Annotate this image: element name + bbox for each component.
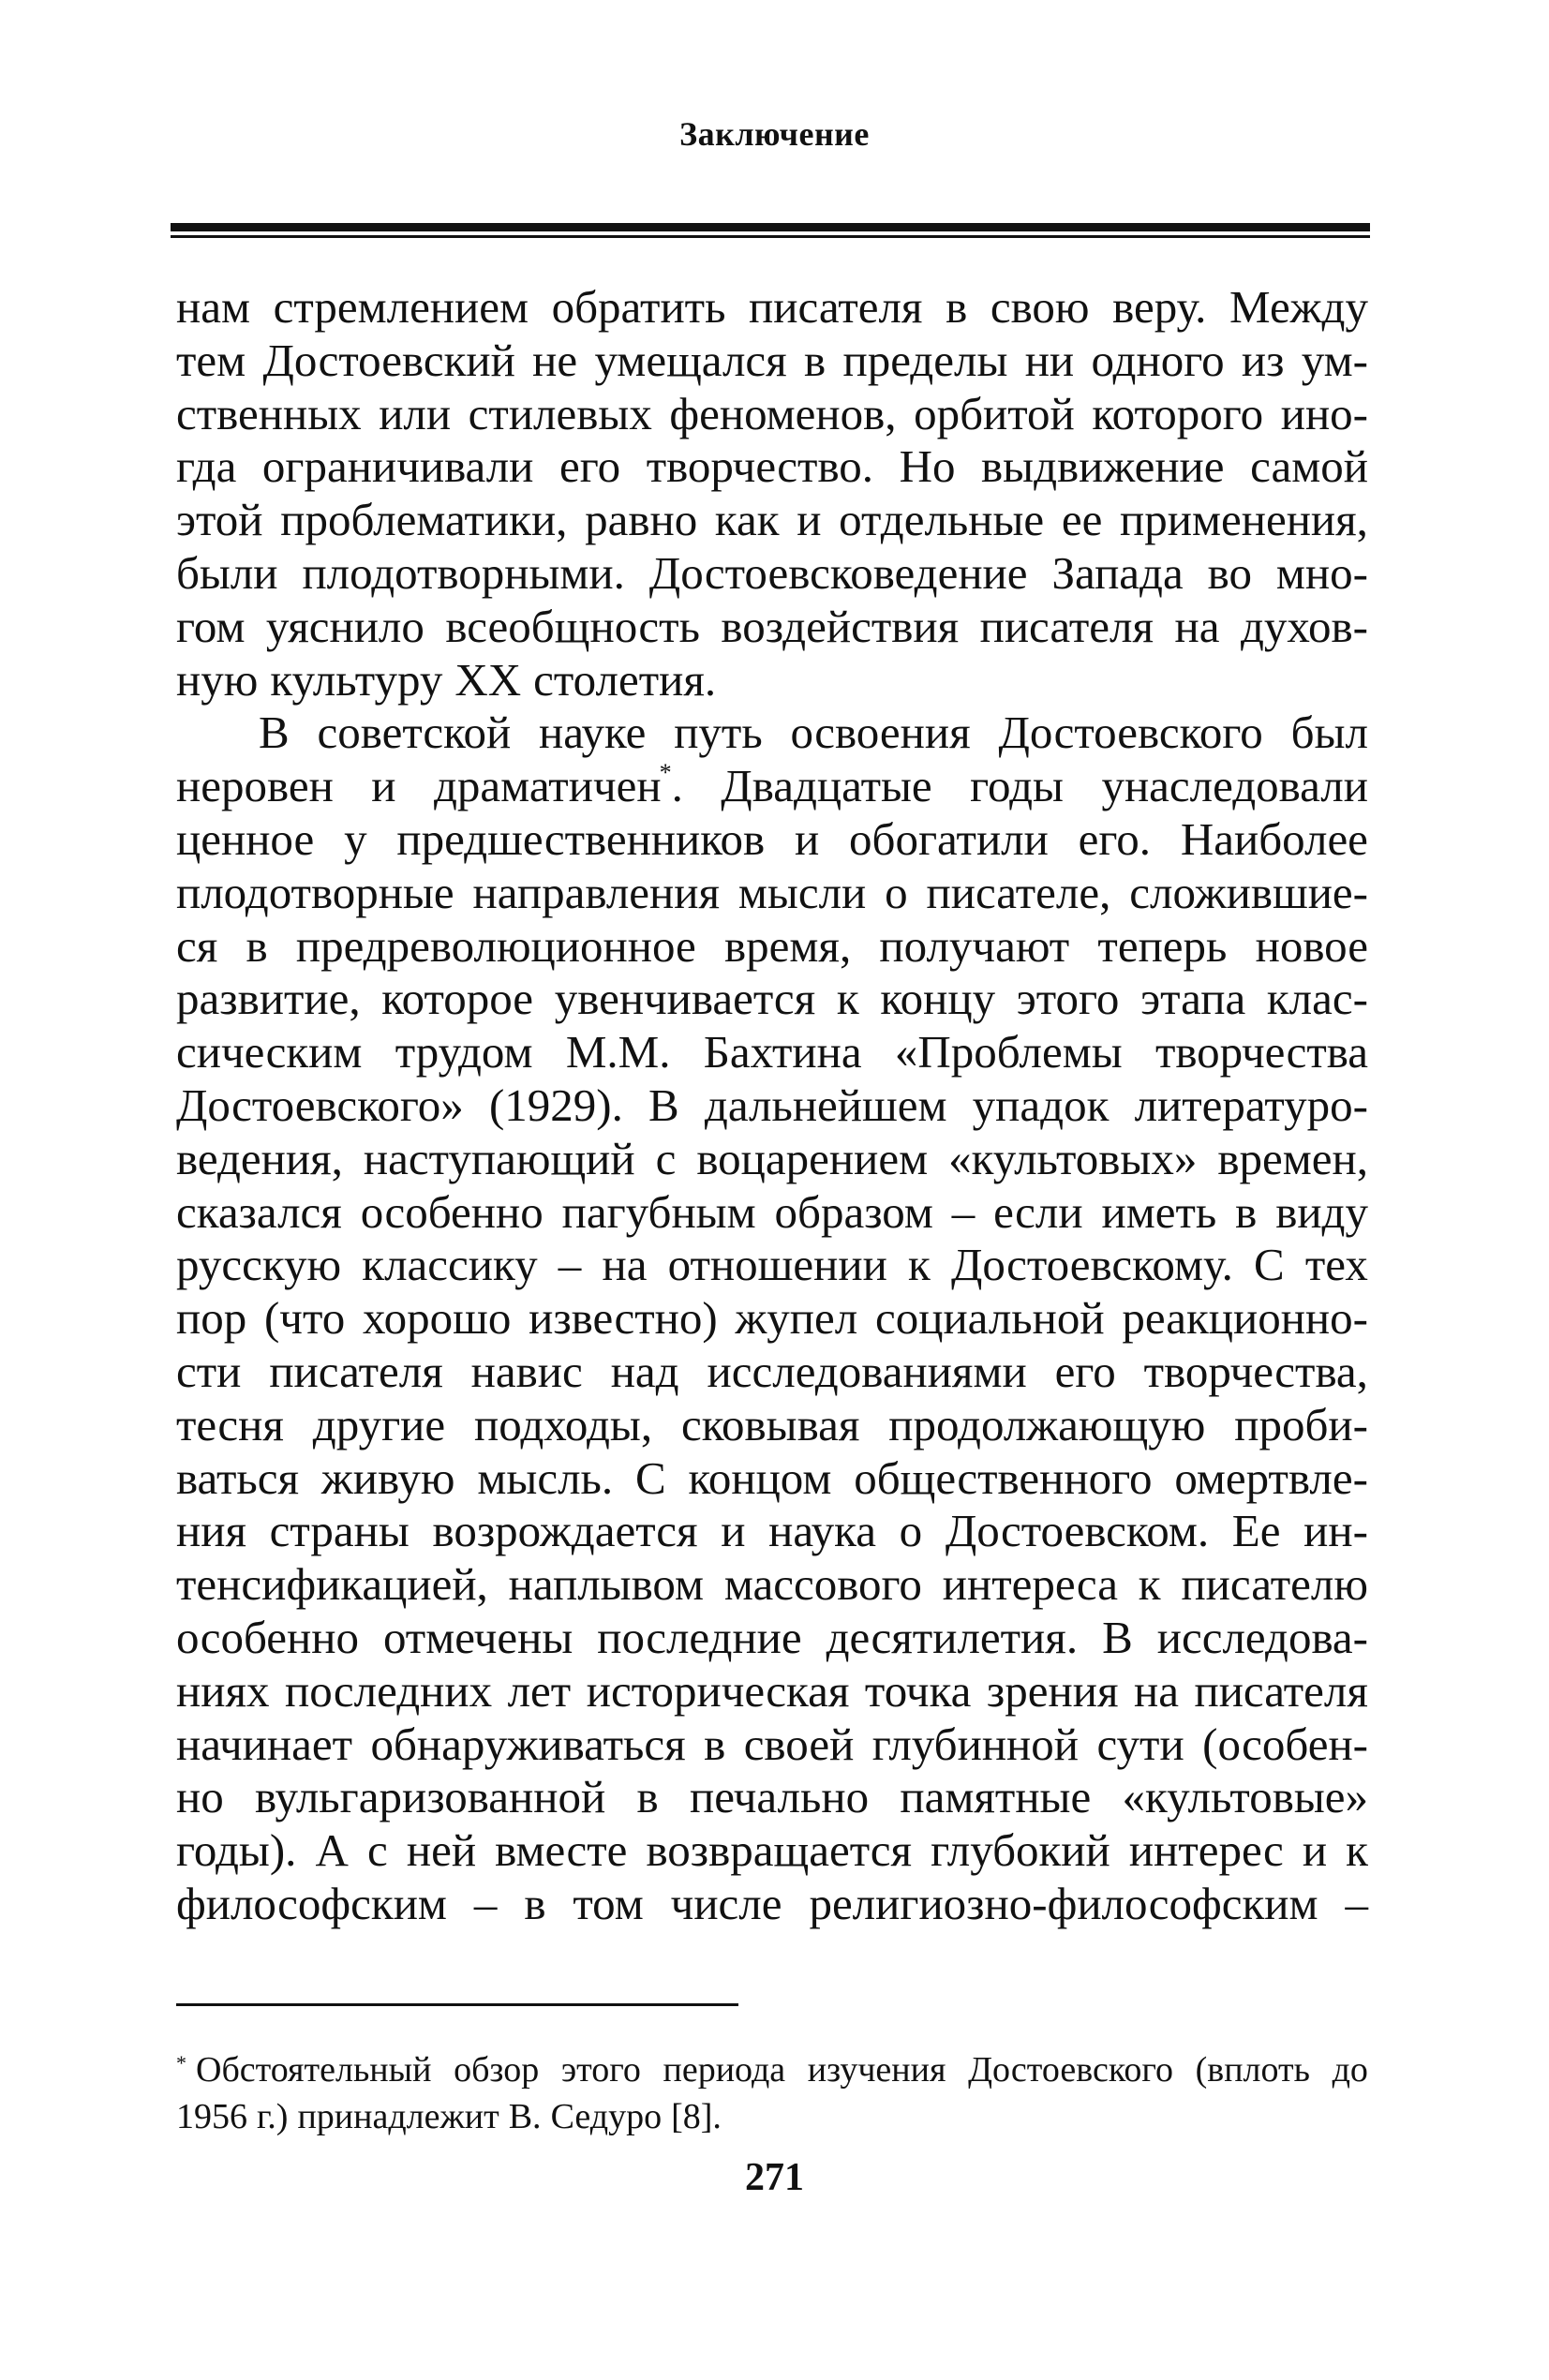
text-line: ственных или стилевых феноменов, орбитой которого ино- [176, 387, 1368, 439]
footnote-rule [176, 2003, 738, 2006]
text-line: но вульгаризованной в печально памятные «культовые» [176, 1771, 1368, 1823]
header-rule-thick [171, 223, 1370, 231]
text-line: сказался особенно пагубным образом – если иметь в виду [176, 1185, 1368, 1238]
text-line: развитие, которое увенчивается к концу этого этапа клас- [176, 973, 1368, 1025]
text-line: пор (что хорошо известно) жупел социальной реакционно- [176, 1292, 1368, 1345]
text-line: Достоевского» (1929). В дальнейшем упадок литературо- [176, 1078, 1368, 1131]
text-line: русскую классику – на отношении к Достоевскому. С тех [176, 1239, 1368, 1291]
footnote-mark: * [176, 2051, 186, 2075]
text-line: ся в предреволюционное время, получают теперь новое [176, 919, 1368, 972]
footnote [176, 2046, 1368, 2140]
text-line: сти писателя навис над исследованиями его творчества, [176, 1345, 1368, 1397]
text-line: были плодотворными. Достоевсковедение Запада во мно- [176, 546, 1368, 599]
text-line: философским – в том числе религиозно-философским – [176, 1877, 1368, 1929]
text-line: гом уяснило всеобщность воздействия писателя на духов- [176, 600, 1368, 652]
page-number: 271 [745, 2156, 804, 2199]
text-line: ниях последних лет историческая точка зрения на писателя [176, 1664, 1368, 1717]
main-text [176, 281, 1368, 1931]
text-line: В советской науке путь освоения Достоевского был [259, 707, 1368, 759]
footnote-line: * Обстоятельный обзор этого периода изучения Достоевского (вплоть до [176, 2050, 1368, 2090]
text-line: особенно отмечены последние десятилетия. В исследова- [176, 1611, 1368, 1663]
text-line: сическим трудом М.М. Бахтина «Проблемы творчества [176, 1026, 1368, 1078]
text-line: ваться живую мысль. С концом общественного омертвле- [176, 1451, 1368, 1504]
text-line: ния страны возрождается и наука о Достоевском. Ее ин- [176, 1505, 1368, 1557]
footnote-reference-mark: * [659, 759, 672, 787]
header-rule-thin [171, 235, 1370, 238]
footnote-line: 1956 г.) принадлежит В. Седуро [8]. [176, 2097, 722, 2136]
text-line: годы). А с ней вместе возвращается глубокий интерес и к [176, 1824, 1368, 1877]
text-line: гда ограничивали его творчество. Но выдвижение самой [176, 440, 1368, 493]
text-line: ведения, наступающий с воцарением «культовых» времен, [176, 1132, 1368, 1184]
text-line: ценное у предшественников и обогатили его. Наиболее [176, 812, 1368, 865]
text-line: начинает обнаруживаться в своей глубинной сути (особен- [176, 1718, 1368, 1770]
text-line: неровен и драматичен*. Двадцатые годы унаследовали [176, 759, 1368, 812]
text-line: этой проблематики, равно как и отдельные ее применения, [176, 494, 1368, 546]
text-line: нам стремлением обратить писателя в свою веру. Между [176, 281, 1368, 333]
text-line: ную культуру XX столетия. [176, 653, 717, 706]
text-line: тенсификацией, наплывом массового интереса к писателю [176, 1558, 1368, 1611]
text-line: плодотворные направления мысли о писателе, сложившие- [176, 866, 1368, 918]
running-head: Заключение [679, 115, 870, 153]
text-line: тем Достоевский не умещался в пределы ни одного из ум- [176, 334, 1368, 386]
text-line: тесня другие подходы, сковывая продолжающую проби- [176, 1398, 1368, 1450]
